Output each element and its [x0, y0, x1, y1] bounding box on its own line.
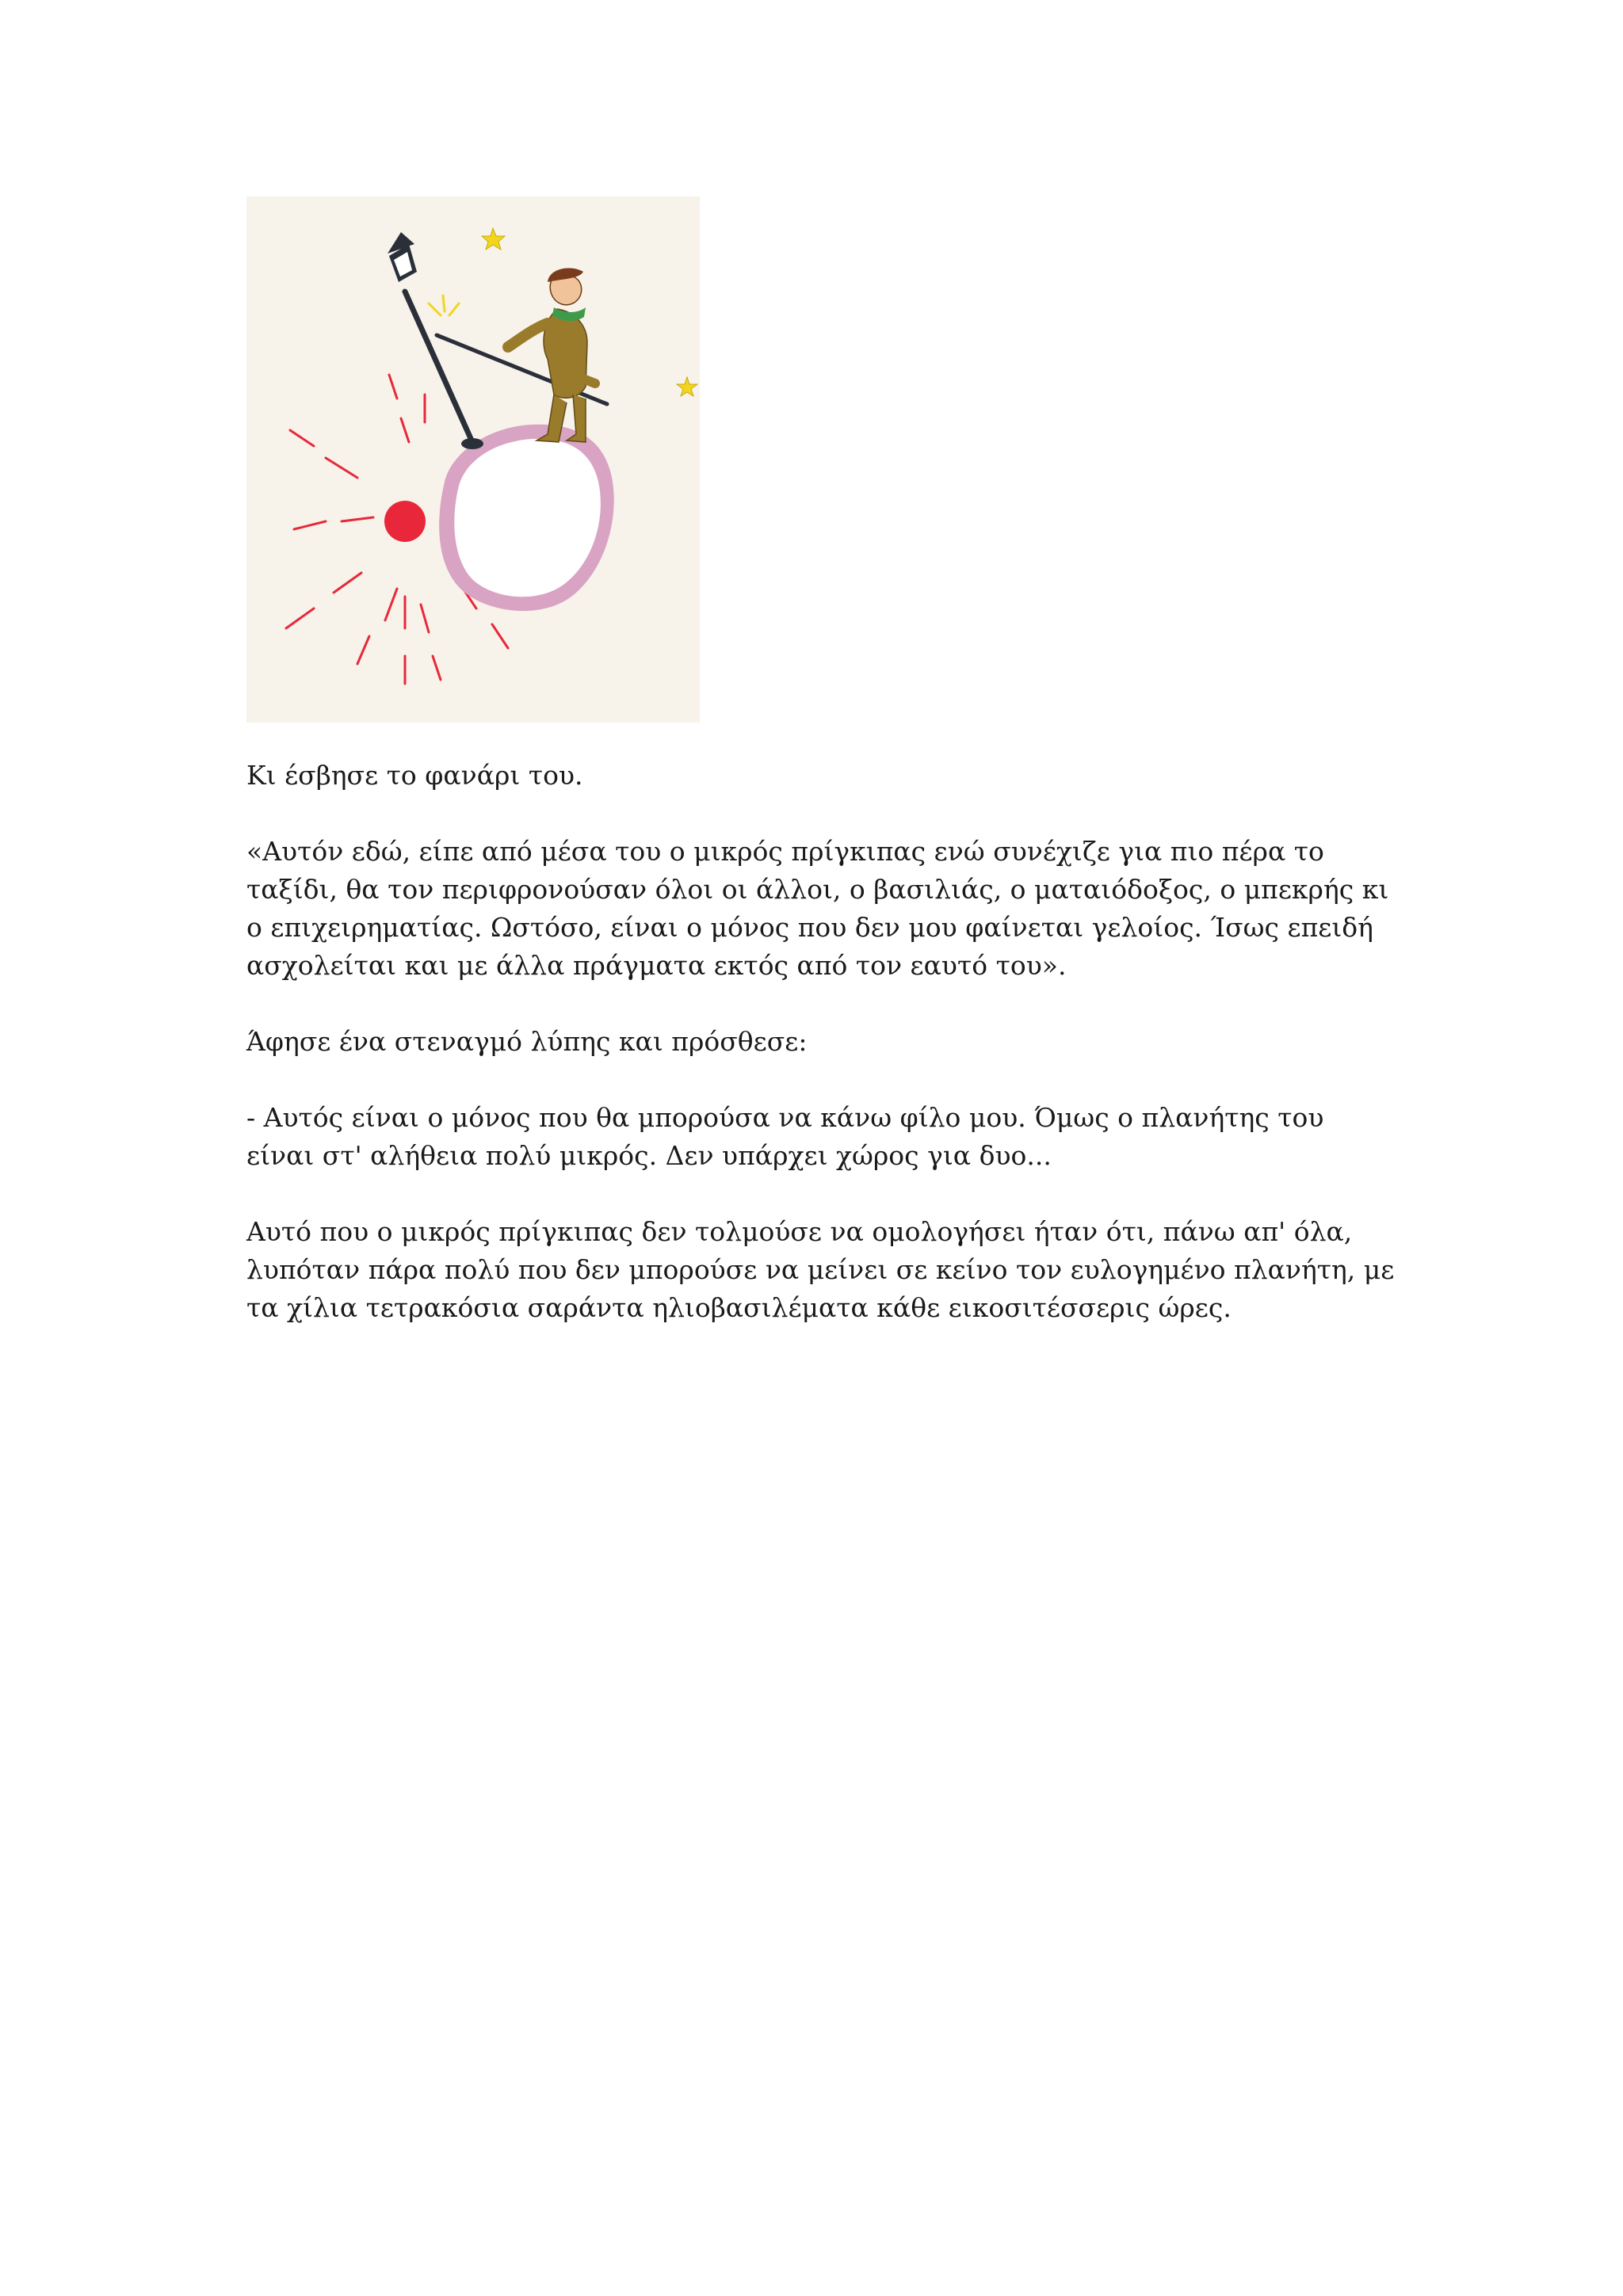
paragraph-5: Αυτό που ο μικρός πρίγκιπας δεν τολμούσε να ομολογήσει ήταν ότι, πάνω απ' όλα, λυπόταν πάρα πολύ που δεν μπορούσε να μείνει σε κείνο τον ευλογημένο πλανήτη, με τα χίλια τετρακόσια σαράντα ηλιοβασιλέματα κάθε εικοσιτέσσερις ώρες.: [246, 1216, 1395, 1323]
lamplighter-illustration: [246, 196, 700, 723]
paragraph-1: Κι έσβησε το φανάρι του.: [246, 760, 583, 791]
story-text: [246, 757, 1396, 1365]
sun: [384, 501, 426, 542]
paragraph-2: «Αυτόν εδώ, είπε από μέσα του ο μικρός πρίγκιπας ενώ συνέχιζε για πιο πέρα το ταξίδι, θα τον περιφρονούσαν όλοι οι άλλοι, ο βασιλιάς, ο ματαιόδοξος, ο μπεκρής κι ο επιχειρηματίας. Ωστόσο, είναι ο μόνος που δεν μου φαίνεται γελοίος. Ίσως επειδή ασχολείται και με άλλα πράγματα εκτός από τον εαυτό του».: [246, 836, 1389, 981]
paragraph-3: Άφησε ένα στεναγμό λύπης και πρόσθεσε:: [246, 1026, 808, 1057]
lamplighter-drawing: [246, 196, 700, 723]
paragraph-4: - Αυτός είναι ο μόνος που θα μπορούσα να κάνω φίλο μου. Όμως ο πλανήτης του είναι στ' αλήθεια πολύ μικρός. Δεν υπάρχει χώρος για δυο...: [246, 1102, 1324, 1171]
